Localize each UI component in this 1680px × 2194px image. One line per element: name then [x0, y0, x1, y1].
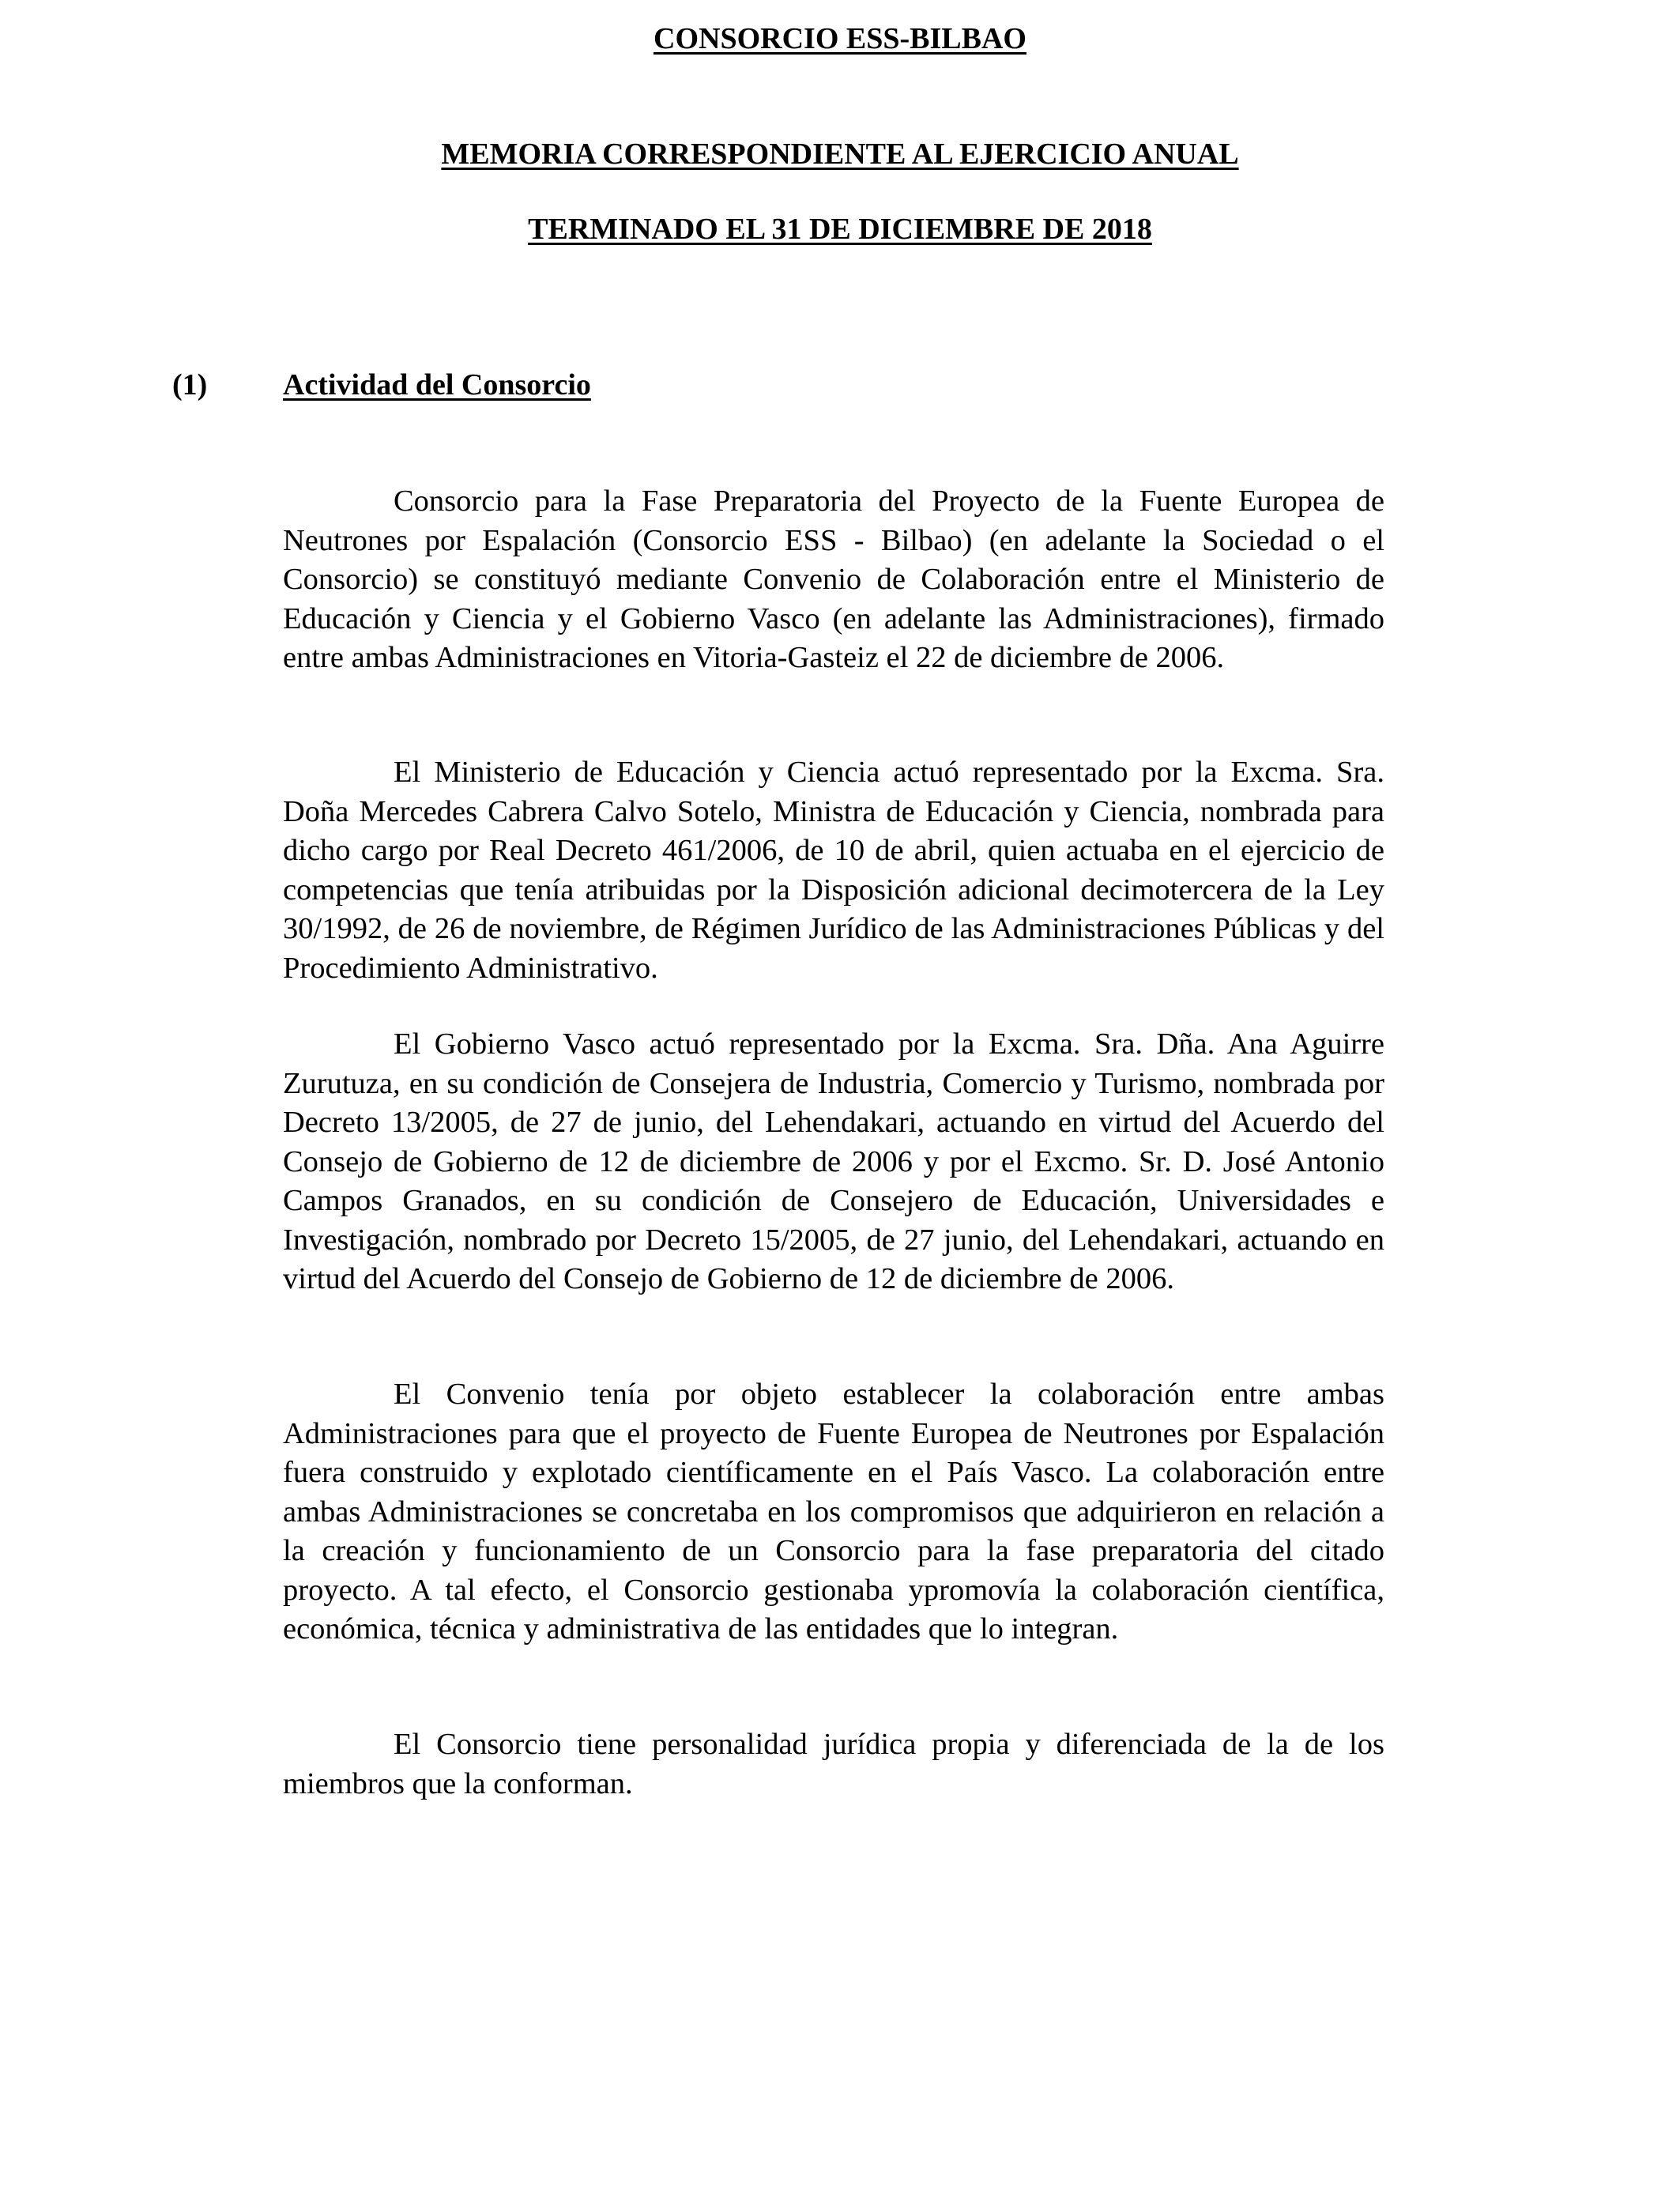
paragraph-basque-government-representation: El Gobierno Vasco actuó representado por la Excma. Sra. Dña. Ana Aguirre Zurutuza, en su condición de Consejera de Industria, Comercio y Turismo, nombrada por Decreto 13/2005, de 27 de junio, del Lehendakari, actuando en virtud del Acuerdo del Consejo de Gobierno de 12 de diciembre de 2006 y por el Excmo. Sr. D. José Antonio Campos Granados, en su condición de Consejero de Educación, Universidades e Investigación, nombrado por Decreto 15/2005, de 27 junio, del Lehendakari, actuando en virtud del Acuerdo del Consejo de Gobierno de 12 de diciembre de 2006. [283, 1027, 1384, 1295]
section-title: Actividad del Consorcio [283, 368, 591, 401]
paragraph-agreement-purpose: El Convenio tenía por objeto establecer la colaboración entre ambas Administraciones para que el proyecto de Fuente Europea de Neutrones por Espalación fuera construido y explotado científicamente en el País Vasco. La colaboración entre ambas Administraciones se concretaba en los compromisos que adquirieron en relación a la creación y funcionamiento de un Consorcio para la fase preparatoria del citado proyecto. A tal efecto, el Consorcio gestionaba ypromovía la colaboración científica, económica, técnica y administrativa de las entidades que lo integran. [283, 1378, 1384, 1646]
document-title-line-2: TERMINADO EL 31 DE DICIEMBRE DE 2018 [528, 213, 1152, 246]
document-title-line-1: MEMORIA CORRESPONDIENTE AL EJERCICIO ANUAL [441, 138, 1239, 171]
paragraph-legal-personality: El Consorcio tiene personalidad jurídica propia y diferenciada de la de los miembros que la conforman. [283, 1728, 1384, 1800]
section-heading [172, 370, 591, 400]
section-number: (1) [172, 368, 208, 401]
paragraph-constitution: Consorcio para la Fase Preparatoria del Proyecto de la Fuente Europea de Neutrones por Espalación (Consorcio ESS - Bilbao) (en adelante la Sociedad o el Consorcio) se constituyó mediante Convenio de Colaboración entre el Ministerio de Educación y Ciencia y el Gobierno Vasco (en adelante las Administraciones), firmado entre ambas Administraciones en Vitoria-Gasteiz el 22 de diciembre de 2006. [283, 484, 1384, 674]
company-heading: CONSORCIO ESS-BILBAO [654, 22, 1026, 55]
paragraph-ministry-representation: El Ministerio de Educación y Ciencia actuó representado por la Excma. Sra. Doña Mercedes Cabrera Calvo Sotelo, Ministra de Educación y Ciencia, nombrada para dicho cargo por Real Decreto 461/2006, de 10 de abril, quien actuaba en el ejercicio de competencias que tenía atribuidas por la Disposición adicional decimotercera de la Ley 30/1992, de 26 de noviembre, de Régimen Jurídico de las Administraciones Públicas y del Procedimiento Administrativo. [283, 756, 1384, 985]
